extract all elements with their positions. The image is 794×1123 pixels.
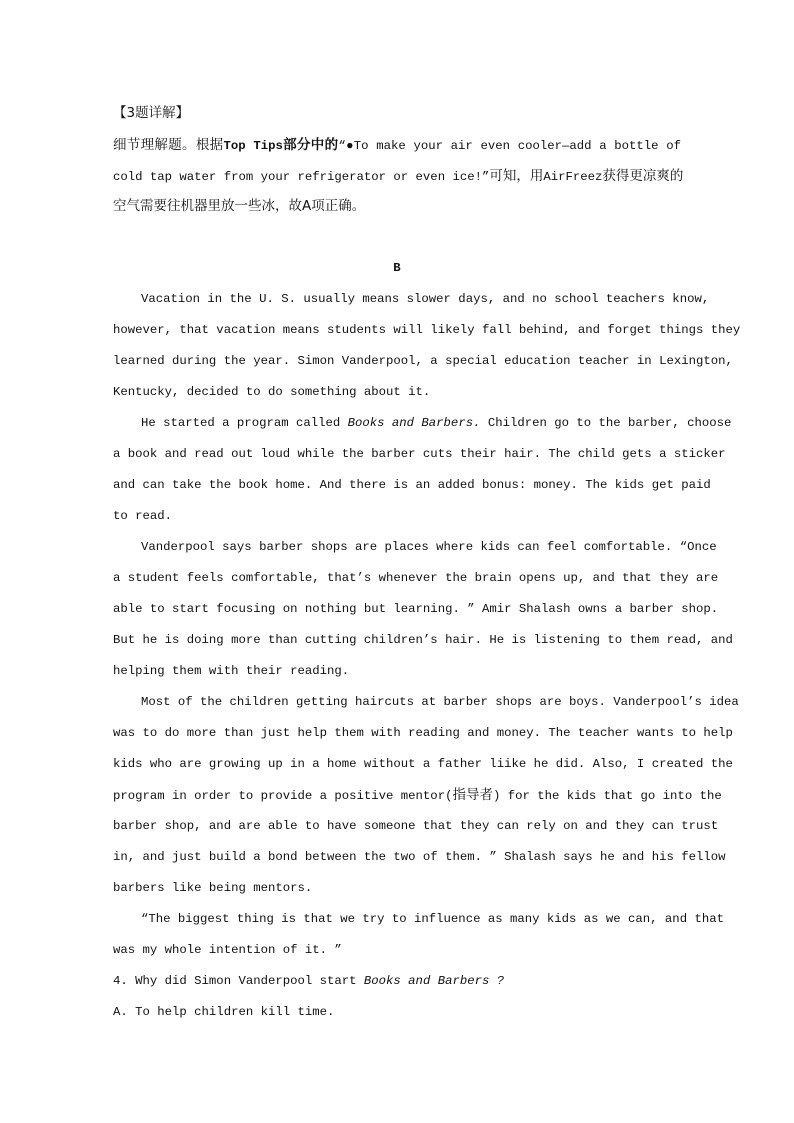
paragraph-5-line: “The biggest thing is that we try to influence as many kids as we can, and that — [141, 912, 724, 926]
program-title: Books and Barbers. — [347, 416, 481, 430]
paragraph-1-line: Vacation in the U. S. usually means slower days, and no school teachers know, — [141, 292, 710, 306]
option-a: A. To help children kill time. — [113, 1005, 335, 1019]
explanation-heading: 【3题详解】 — [113, 105, 190, 121]
paragraph-4-line: program in order to provide a positive mentor(指导者) for the kids that go into the — [113, 787, 722, 803]
explanation-line-3: 空气需要往机器里放一些冰，故A项正确。 — [113, 198, 366, 214]
document-page — [113, 98, 741, 1028]
explanation-line-1: 细节理解题。根据Top Tips部分中的“●To make your air even cooler—add a bottle of — [113, 137, 681, 153]
section-label: B — [393, 261, 401, 275]
paragraph-1-line: however, that vacation means students will likely fall behind, and forget things they — [113, 323, 741, 337]
paragraph-2-line: to read. — [113, 509, 173, 523]
paragraph-1-line: Kentucky, decided to do something about it. — [113, 385, 431, 399]
paragraph-3-line: helping them with their reading. — [113, 664, 350, 678]
paragraph-4-line: barber shop, and are able to have someone that they can rely on and they can trust — [113, 819, 719, 833]
paragraph-3-line: able to start focusing on nothing but learning. ” Amir Shalash owns a barber shop. — [113, 602, 719, 616]
paragraph-5-line: was my whole intention of it. ” — [113, 943, 342, 957]
paragraph-4-line: in, and just build a bond between the two of them. ” Shalash says he and his fellow — [113, 850, 726, 864]
paragraph-3-line: a student feels comfortable, that’s whenever the brain opens up, and that they are — [113, 571, 719, 585]
paragraph-4-line: was to do more than just help them with reading and money. The teacher wants to help — [113, 726, 733, 740]
explanation-line-2: cold tap water from your refrigerator or even ice!”可知，用AirFreez获得更凉爽的 — [113, 168, 684, 184]
paragraph-3-line: Vanderpool says barber shops are places where kids can feel comfortable. “Once — [141, 540, 717, 554]
paragraph-1-line: learned during the year. Simon Vanderpool, a special education teacher in Lexington, — [113, 354, 733, 368]
paragraph-3-line: But he is doing more than cutting children’s hair. He is listening to them read, and — [113, 633, 733, 647]
paragraph-2-line: a book and read out loud while the barber cuts their hair. The child gets a sticker — [113, 447, 726, 461]
paragraph-2-line: He started a program called Books and Barbers. Children go to the barber, choose — [141, 416, 732, 430]
paragraph-2-line: and can take the book home. And there is an added bonus: money. The kids get paid — [113, 478, 711, 492]
paragraph-4-line: Most of the children getting haircuts at barber shops are boys. Vanderpool’s idea — [141, 695, 739, 709]
paragraph-4-line: kids who are growing up in a home without a father liike he did. Also, I created the — [113, 757, 733, 771]
paragraph-4-line: barbers like being mentors. — [113, 881, 313, 895]
question-stem: 4. Why did Simon Vanderpool start Books and Barbers ? — [113, 974, 505, 988]
